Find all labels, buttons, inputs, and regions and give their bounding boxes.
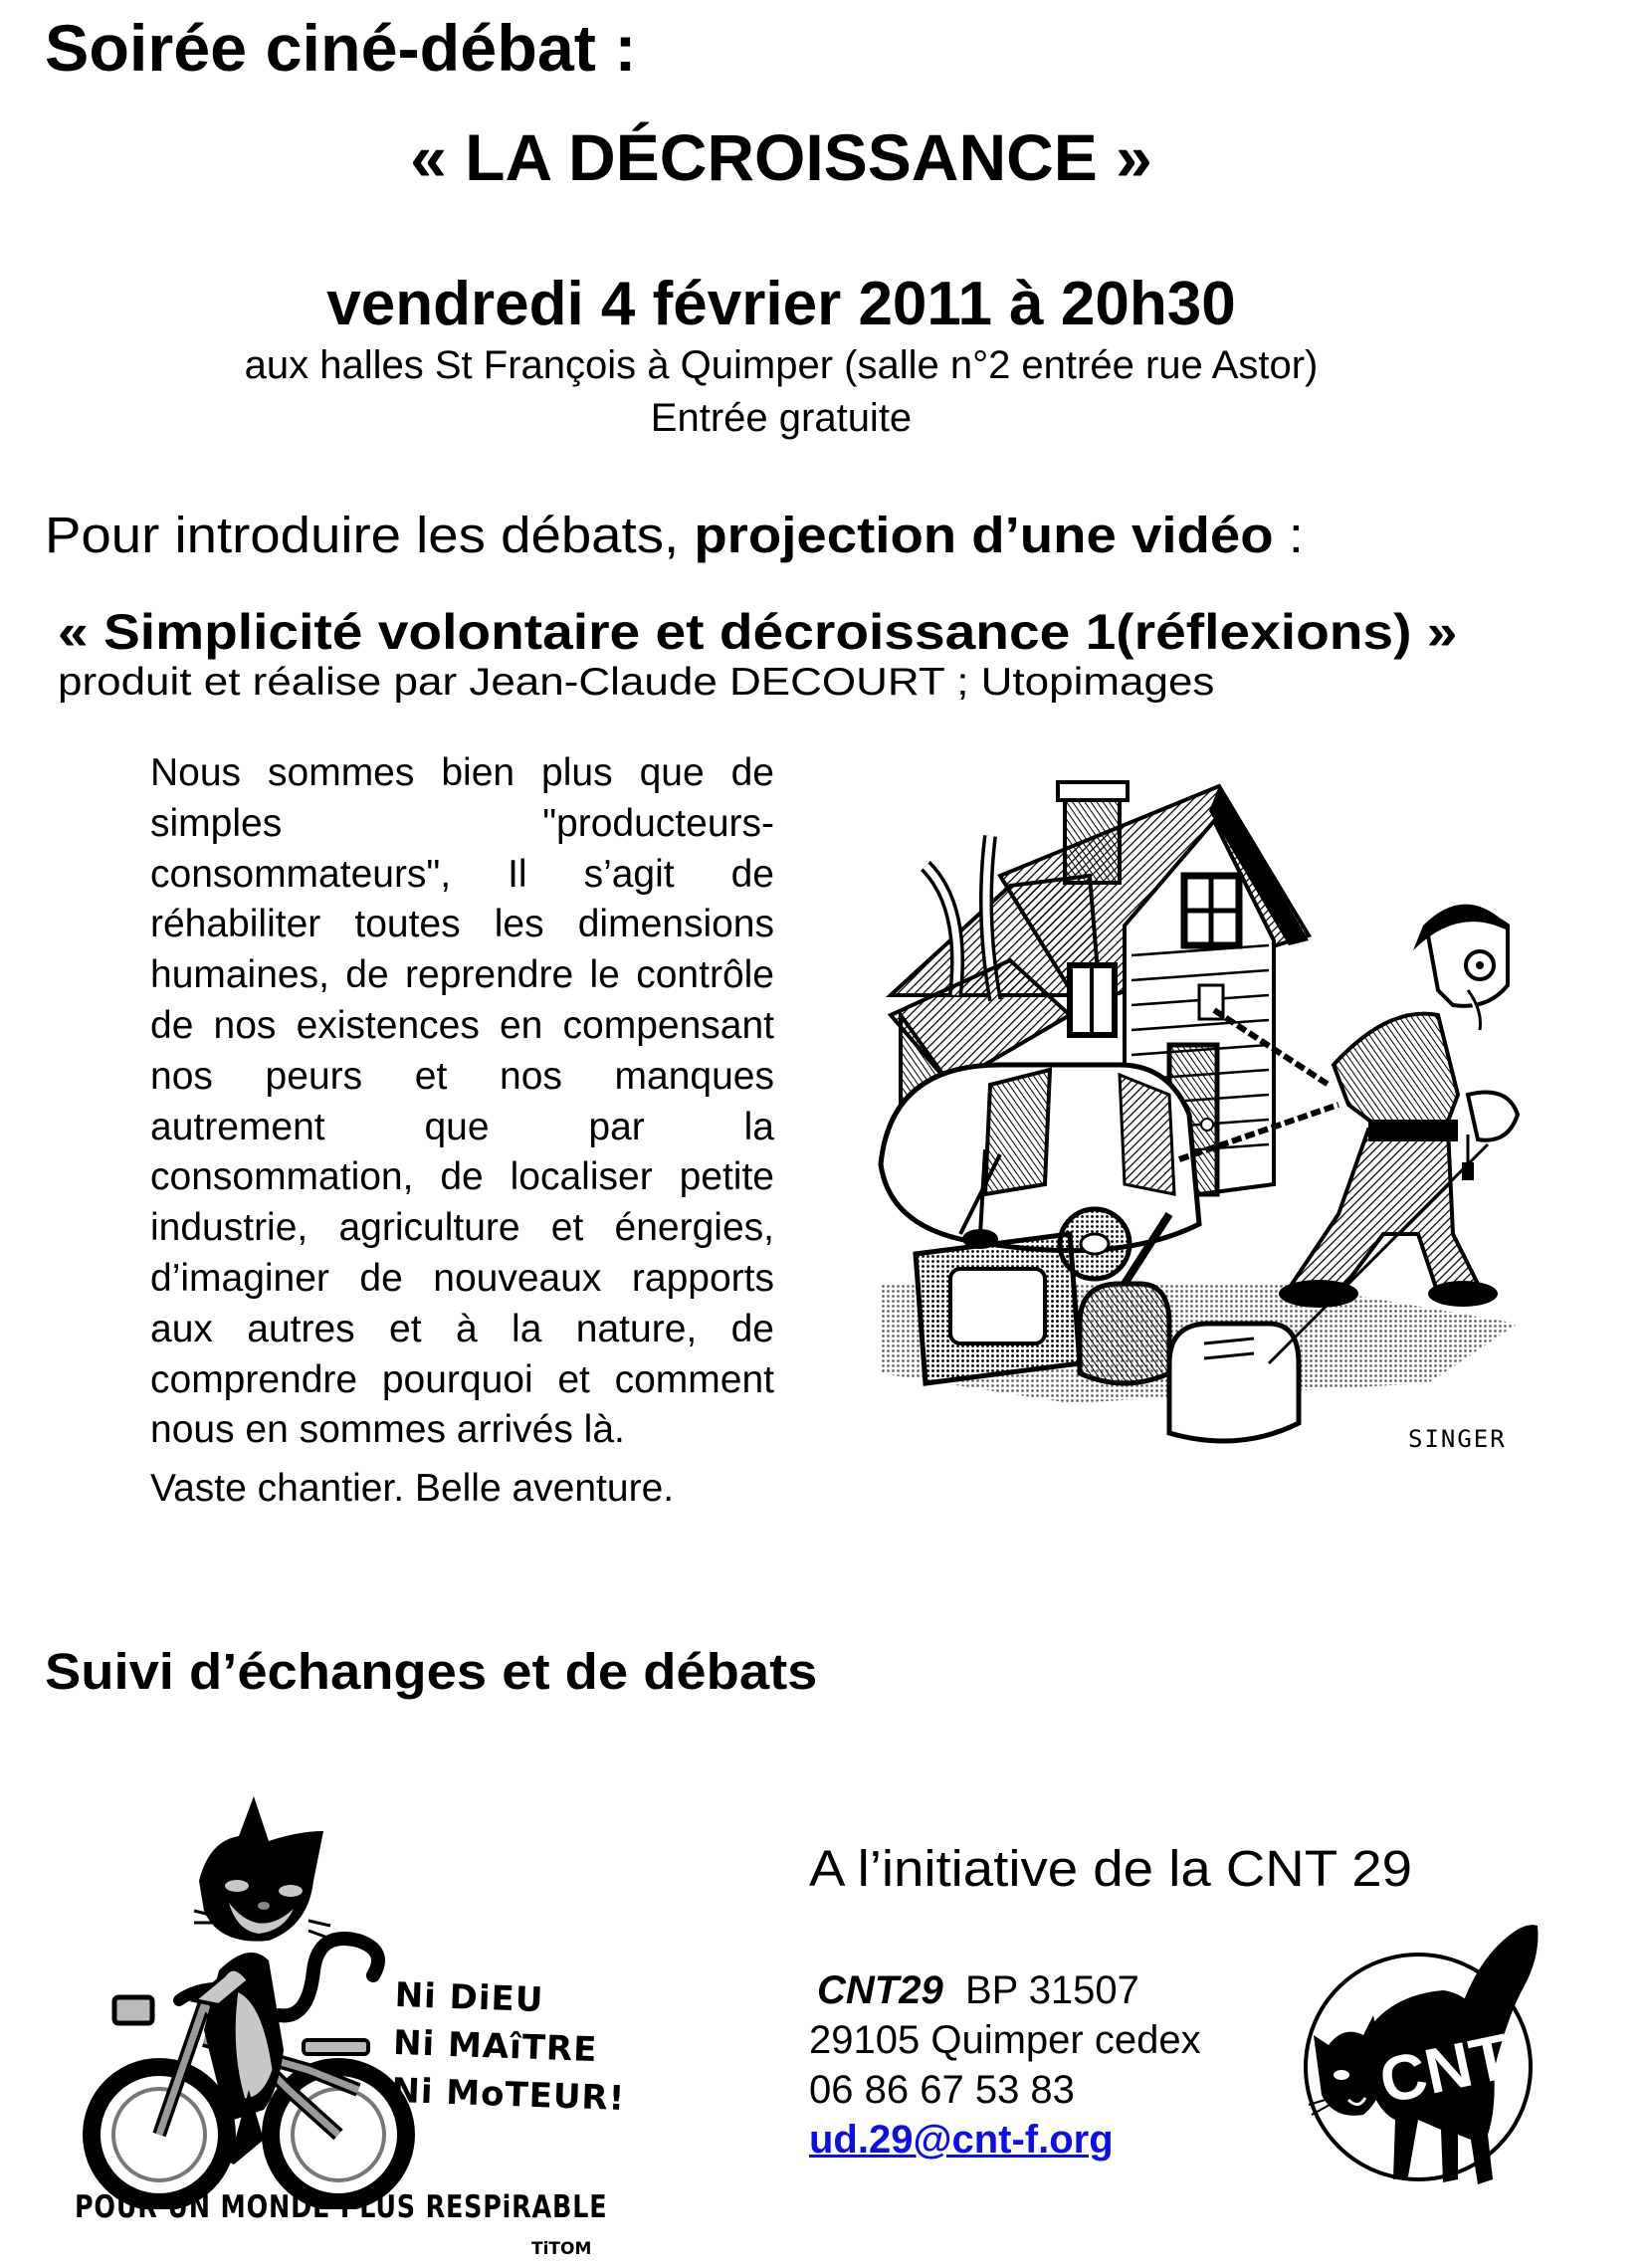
po-box: BP 31507	[964, 1968, 1139, 2012]
email-link[interactable]: ud.29@cnt-f.org	[809, 2118, 1114, 2162]
slogan-line: Ni MAîTRE	[392, 2022, 599, 2071]
org-name: CNT29	[817, 1968, 943, 2012]
video-credits: produit et réalise par Jean-Claude DECOURT ; Utopimages	[58, 661, 1215, 704]
illustration-signature: SINGER	[1408, 1425, 1507, 1453]
intro-suffix: :	[1273, 507, 1304, 563]
house-pulling-man-illustration-icon	[871, 766, 1528, 1463]
cnt-logo-text: CNT	[1373, 2019, 1517, 2118]
description-text: Nous sommes bien plus que de simples "producteurs-consommateurs", Il s’agit de réhabiliter toutes les dimensions humaines, de reprendre le contrôle de nos existences en compensant nos peurs et nos manques autrement que par la consommation, de localiser petite industrie, agriculture et énergies, d’imaginer de nouveaux rapports aux autres et à la nature, de comprendre pourquoi et comment nous en sommes arrivés là.	[150, 751, 774, 1452]
slogan-line: Ni DiEU	[394, 1974, 545, 2021]
contact-phone: 06 86 67 53 83	[809, 2068, 1075, 2112]
initiative-text: A l’initiative de la CNT 29	[809, 1840, 1413, 1897]
intro-line	[45, 506, 1304, 564]
followup-heading: Suivi d’échanges et de débats	[45, 1643, 818, 1700]
entry-info: Entrée gratuite	[650, 396, 913, 440]
video-title: « Simplicité volontaire et décroissance 1(réflexions) »	[58, 604, 1458, 660]
event-heading: Soirée ciné-débat :	[45, 11, 637, 85]
description-closing: Vaste chantier. Belle aventure.	[150, 1467, 675, 1511]
slogan-line: Ni MoTEUR!	[390, 2070, 626, 2120]
intro-prefix: Pour introduire les débats,	[45, 507, 695, 563]
event-date: vendredi 4 février 2011 à 20h30	[326, 270, 1236, 338]
contact-org-line	[809, 1965, 1201, 2015]
intro-bold: projection d’une vidéo	[694, 507, 1274, 563]
cat-signature: TiTOM	[531, 2239, 592, 2259]
contact-city: 29105 Quimper cedex	[809, 2018, 1201, 2062]
cnt-black-cat-logo-icon	[1294, 1916, 1552, 2214]
film-title: « LA DÉCROISSANCE »	[410, 120, 1152, 194]
description-paragraph	[150, 748, 774, 1515]
event-address: aux halles St François à Quimper (salle n°2 entrée rue Astor)	[244, 343, 1319, 387]
cat-slogan	[391, 1971, 630, 2123]
cat-tagline: POUR UN MONDE PLUS RESPiRABLE	[75, 2189, 608, 2225]
contact-block	[809, 1965, 1201, 2165]
